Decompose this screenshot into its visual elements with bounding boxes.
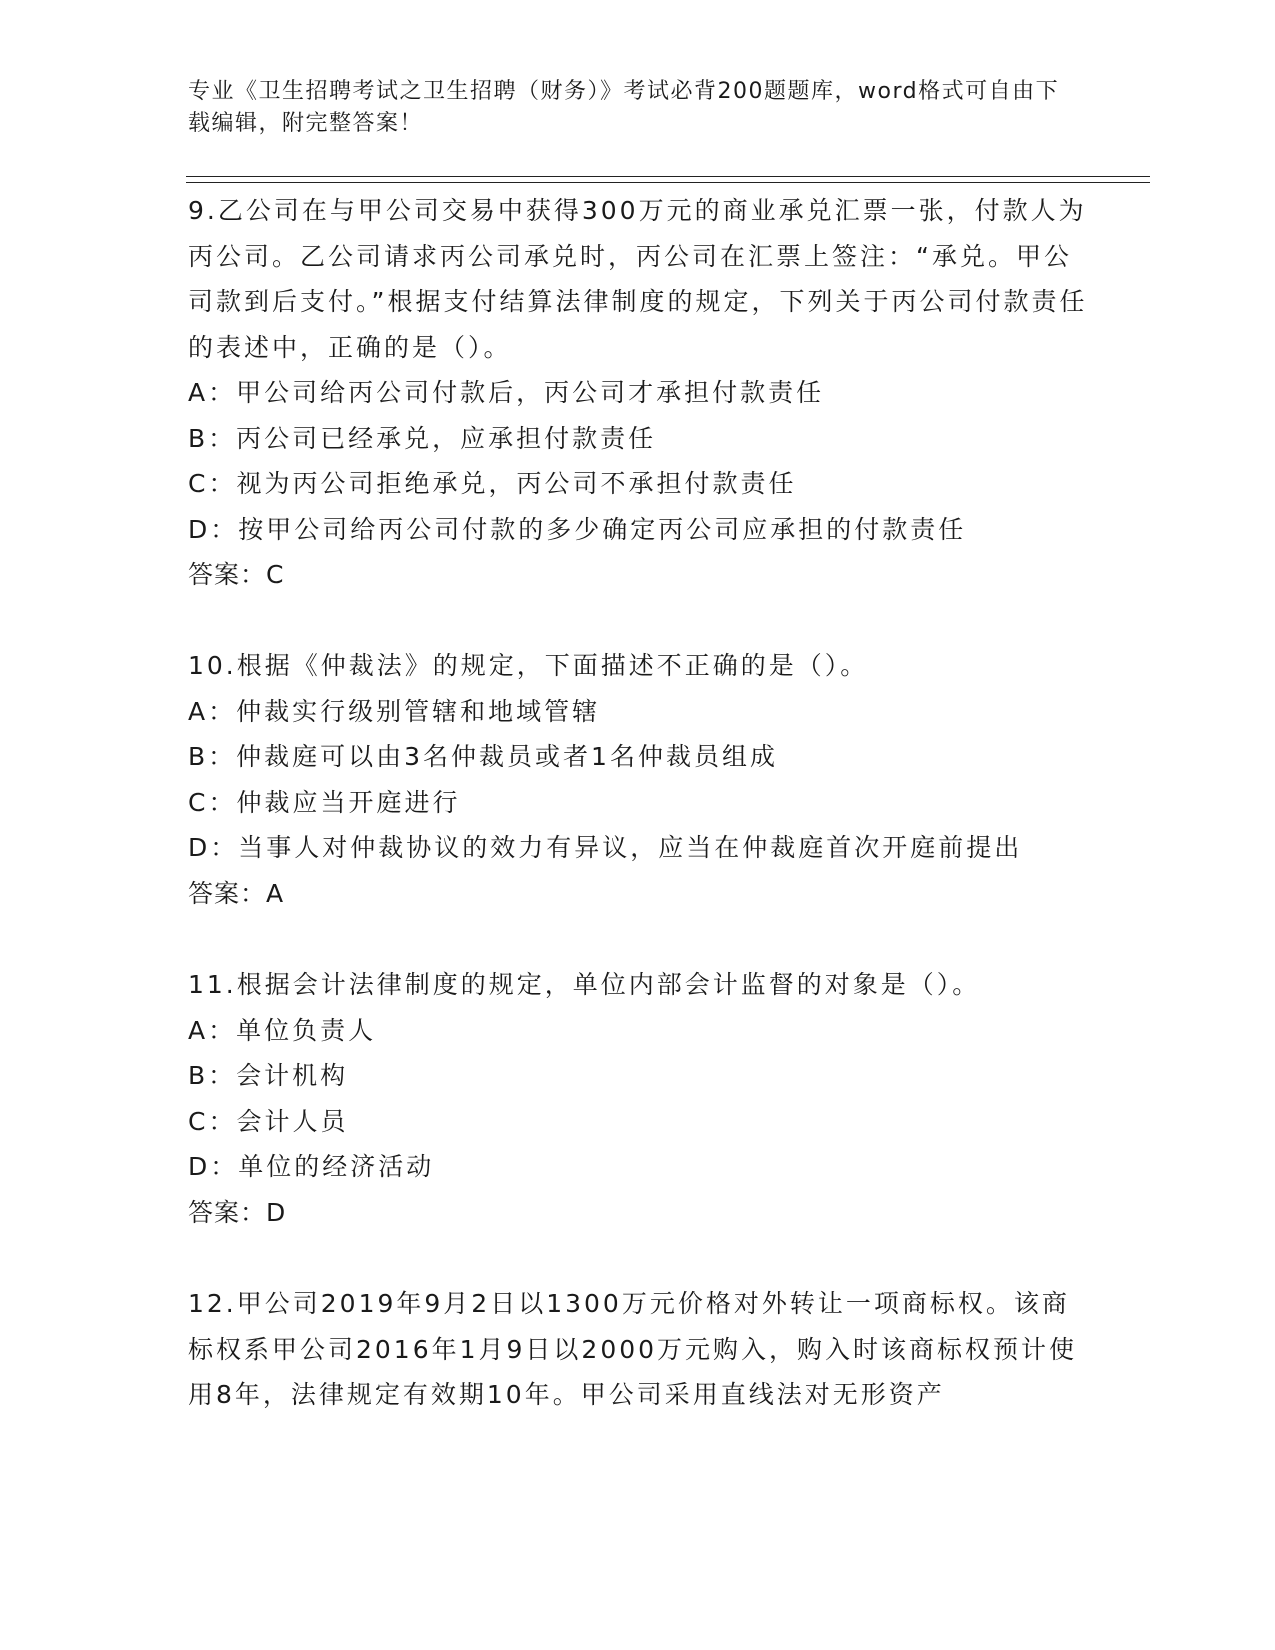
option-d: D：单位的经济活动 [188,1152,435,1181]
option-c: C：会计人员 [188,1106,349,1136]
header-divider-bottom [186,182,1150,183]
answer-label: 答案：A [188,878,285,908]
option-a: A：单位负责人 [188,1015,377,1045]
question-9 [188,188,1088,598]
answer-label: 答案：C [188,560,285,589]
option-b: B：会计机构 [188,1061,349,1090]
option-b: B：仲裁庭可以由3名仲裁员或者1名仲裁员组成 [188,742,778,771]
option-c: C：仲裁应当开庭进行 [188,787,461,817]
option-d: D：当事人对仲裁协议的效力有异议，应当在仲裁庭首次开庭前提出 [188,833,1023,862]
question-11 [188,962,1088,1235]
option-b: B：丙公司已经承兑，应承担付款责任 [188,423,657,453]
question-stem: 9.乙公司在与甲公司交易中获得300万元的商业承兑汇票一张，付款人为丙公司。乙公司请求丙公司承兑时，丙公司在汇票上签注：“承兑。甲公司款到后支付。”根据支付结算法律制度的规定，下列关于丙公司付款责任的表述中，正确的是（）。 [188,196,1088,362]
option-a: A：甲公司给丙公司付款后，丙公司才承担付款责任 [188,378,825,407]
option-c: C：视为丙公司拒绝承兑，丙公司不承担付款责任 [188,469,797,498]
question-stem: 11.根据会计法律制度的规定，单位内部会计监督的对象是（）。 [188,970,981,999]
question-stem: 12.甲公司2019年9月2日以1300万元价格对外转让一项商标权。该商标权系甲公司2016年1月9日以2000万元购入，购入时该商标权预计使用8年，法律规定有效期10年。甲公司采用直线法对无形资产 [188,1289,1078,1409]
option-d: D：按甲公司给丙公司付款的多少确定丙公司应承担的付款责任 [188,514,967,544]
header-divider-top [186,176,1150,177]
question-12 [188,1281,1088,1418]
question-stem: 10.根据《仲裁法》的规定，下面描述不正确的是（）。 [188,651,869,680]
answer-label: 答案：D [188,1197,287,1227]
document-header: 专业《卫生招聘考试之卫生招聘（财务）》考试必背200题题库，word格式可自由下载编辑，附完整答案！ [188,79,1060,136]
option-a: A：仲裁实行级别管辖和地域管辖 [188,696,601,726]
question-10 [188,643,1088,916]
